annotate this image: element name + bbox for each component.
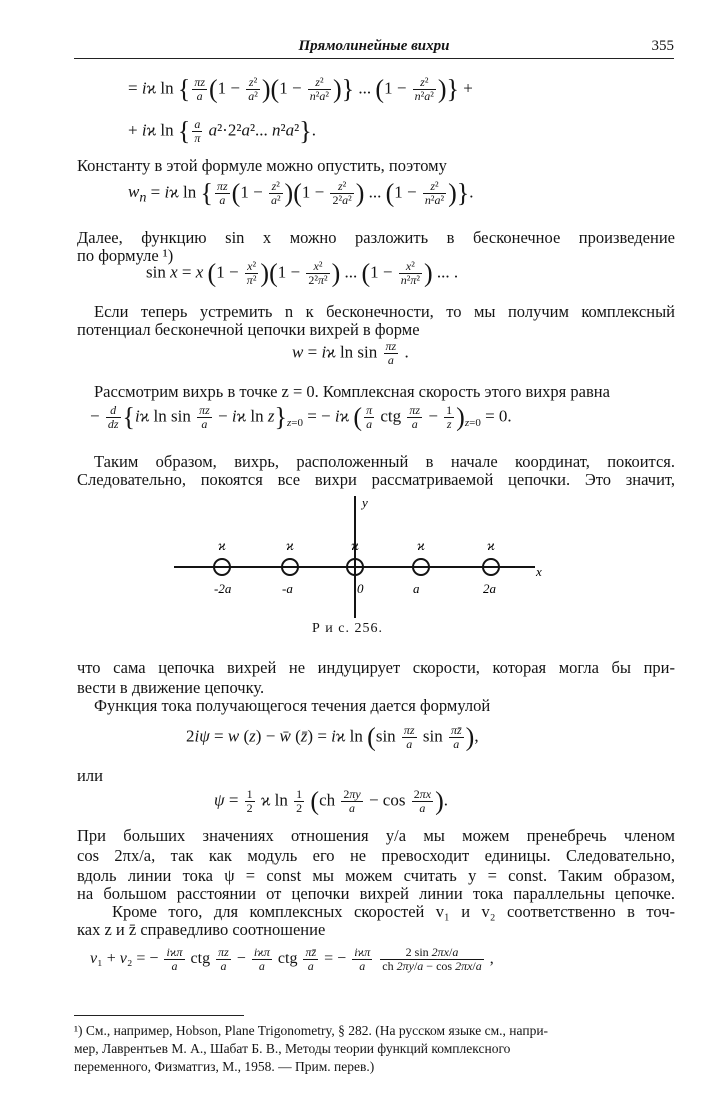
paragraph-8-line-3: вдоль линии тока ψ = const мы можем считать y = const. Таким образом, bbox=[77, 866, 675, 885]
paragraph-6-line-2: вести в движение цепочку. bbox=[77, 678, 265, 697]
page-number: 355 bbox=[651, 38, 674, 54]
equation-4: w = iϰ ln sin $\frac{\pi z}{a}$ . bbox=[292, 339, 409, 367]
paragraph-5-line-2: Следовательно, покоятся все вихри рассматриваемой цепочки. Это значит, bbox=[77, 470, 675, 489]
paragraph-3-line-2: потенциал бесконечной цепочки вихрей в форме bbox=[77, 320, 420, 339]
running-title: Прямолинейные вихри bbox=[298, 38, 450, 54]
vortex-chain-figure bbox=[170, 494, 550, 622]
x-axis-label: x bbox=[536, 564, 542, 579]
paragraph-8-line-1: При больших значениях отношения y/a мы можем пренебречь членом bbox=[77, 826, 675, 845]
figure-caption: Р и с. 256. bbox=[312, 621, 383, 636]
equation-1-line-1: = iϰ ln { $\frac{\pi z}{a}$ (1 − $\frac{\text{z²}}{\text{a²}}$ )(1 − $\frac{\text{z²}}{\text{n²a²}}$ )} ... (1 − $\frac{\text{z²}}{\text{n²a²}}$ )} + bbox=[128, 74, 473, 104]
paragraph-8-line-2: cos 2πx/a, так как модуль его не превосходит единицы. Следовательно, bbox=[77, 846, 675, 865]
or-word: или bbox=[77, 766, 103, 785]
equation-2: $w_n = iϰ$ ln { $\frac{\pi z}{a}$ (1 − $\frac{\text{z²}}{\text{a²}}$ )(1 − $\frac{\text{z²}}{\text{2²a²}}$ ) ... (1 − $\frac{\text{z²}}{\text{n²a²}}$ )}. bbox=[128, 178, 474, 208]
vortex-position-label: a bbox=[413, 581, 420, 596]
paragraph-2-line-2: по формуле ¹) bbox=[77, 246, 174, 265]
paragraph-4: Рассмотрим вихрь в точке z = 0. Комплексная скорость этого вихря равна bbox=[94, 382, 610, 401]
equation-3: sin x = x (1 − $\frac{\text{x²}}{\text{π²}}$ )(1 − $\frac{\text{x²}}{\text{2²π²}}$ ) ... (1 − $\frac{\text{x²}}{\text{n²π²}}$ ) ... . bbox=[146, 258, 459, 288]
paragraph-5-line-1: Таким образом, вихрь, расположенный в начале координат, покоится. bbox=[94, 452, 675, 471]
equation-7: ψ = $\frac{1}{2}$ ϰ ln $\frac{1}{2}$ (ch $\frac{2\pi y}{a}$ − cos $\frac{2\pi x}{a}$ ). bbox=[214, 786, 448, 816]
paragraph-1: Константу в этой формуле можно опустить, поэтому bbox=[77, 156, 447, 175]
paragraph-7: Функция тока получающегося течения дается формулой bbox=[94, 696, 491, 715]
equation-1-line-2: + iϰ ln { $\frac{a}{\pi}$ a²·2²a²... n²a²}. bbox=[128, 116, 316, 146]
vortex-position-label: -a bbox=[282, 581, 293, 596]
footnote-line-2: мер, Лаврентьев М. А., Шабат Б. В., Методы теории функций комплексного bbox=[74, 1041, 511, 1056]
page-header bbox=[74, 38, 674, 59]
vortex-strength-label: ϰ bbox=[417, 539, 425, 554]
vortex-strength-label: ϰ bbox=[351, 539, 359, 554]
paragraph-9-line-2: ках z и z̄ справедливо соотношение bbox=[77, 920, 326, 939]
paragraph-6-line-1: что сама цепочка вихрей не индуцирует скорости, которая могла бы при- bbox=[77, 658, 675, 677]
vortex-strength-label: ϰ bbox=[286, 539, 294, 554]
vortex-strength-label: ϰ bbox=[218, 539, 226, 554]
equation-6: 2iψ = w (z) − w̄ (z̄) = iϰ ln (sin $\frac{\pi z}{a}$ sin $\frac{\pi z̄}{a}$ ), bbox=[186, 722, 479, 752]
footnote-line-3: переменного, Физматгиз, М., 1958. — Прим. перев.) bbox=[74, 1059, 375, 1074]
equation-8: v₁ + v₂ = − $\frac{\text{iϰπ}}{a}$ ctg $\frac{\pi z}{a}$ − $\frac{\text{iϰπ}}{a}$ ctg $\frac{\pi z̄}{a}$ = − $\frac{\text{iϰπ}}{a}$ $\frac{2 \sin 2\pi x/a}{ch 2\pi y/a - \cos 2\pi x/a}$ , bbox=[90, 945, 494, 973]
vortex-strength-label: ϰ bbox=[487, 539, 495, 554]
footnote-rule bbox=[74, 1015, 244, 1016]
vortex-position-label: 0 bbox=[357, 581, 364, 596]
footnote-line-1: ¹) См., например, Hobson, Plane Trigonometry, § 282. (На русском языке см., напри- bbox=[74, 1023, 549, 1038]
paragraph-9-line-1: Кроме того, для комплексных скоростей v₁ и v₂ соответственно в точ- bbox=[112, 902, 675, 921]
paragraph-2-line-1: Далее, функцию sin x можно разложить в бесконечное произведение bbox=[77, 228, 675, 247]
paragraph-8-line-4: на большом расстоянии от цепочки вихрей линии тока параллельны цепочке. bbox=[77, 884, 675, 903]
vortex-position-label: -2a bbox=[214, 581, 232, 596]
vortex-position-label: 2a bbox=[483, 581, 496, 596]
paragraph-3-line-1: Если теперь устремить n к бесконечности, то мы получим комплексный bbox=[94, 302, 675, 321]
y-axis-label: y bbox=[362, 495, 368, 510]
equation-5: − $\frac{d}{dz}$ {iϰ ln sin $\frac{\pi z}{a}$ − iϰ $\ln z\}_{z=0}$ = − iϰ ( $\frac{\pi}{a}$ ctg $\frac{\pi z}{a}$ − $\frac{1}{z}$ )$_{z=0} = 0$. bbox=[90, 402, 512, 432]
